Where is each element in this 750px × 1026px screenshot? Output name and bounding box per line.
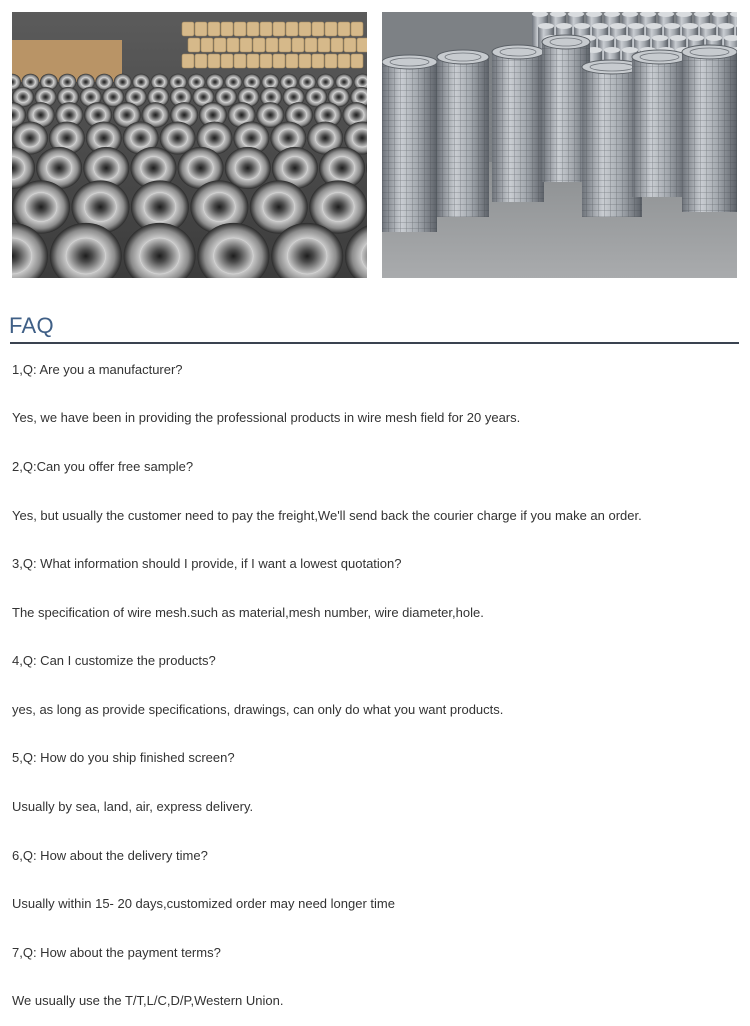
faq-answer-4: yes, as long as provide specifications, drawings, can only do what you want products.: [12, 702, 504, 717]
faq-answer-2: Yes, but usually the customer need to pay the freight,We'll send back the courier charge if you make an order.: [12, 508, 642, 523]
faq-question-4: 4,Q: Can I customize the products?: [12, 653, 216, 668]
faq-question-5: 5,Q: How do you ship finished screen?: [12, 750, 235, 765]
faq-answer-1: Yes, we have been in providing the professional products in wire mesh field for 20 years.: [12, 410, 521, 425]
wire-mesh-rolls-photo-left: [12, 12, 367, 278]
faq-question-1: 1,Q: Are you a manufacturer?: [12, 362, 183, 377]
faq-answer-7: We usually use the T/T,L/C,D/P,Western Union.: [12, 993, 284, 1008]
faq-answer-5: Usually by sea, land, air, express delivery.: [12, 799, 254, 814]
faq-question-3: 3,Q: What information should I provide, if I want a lowest quotation?: [12, 556, 402, 571]
faq-question-7: 7,Q: How about the payment terms?: [12, 945, 221, 960]
faq-question-6: 6,Q: How about the delivery time?: [12, 848, 208, 863]
faq-heading: FAQ: [9, 313, 54, 338]
wire-mesh-rolls-photo-right: [382, 12, 737, 278]
wire-mesh-rolls-upright-image: [382, 12, 737, 278]
faq-answer-3: The specification of wire mesh.such as material,mesh number, wire diameter,hole.: [12, 605, 484, 620]
faq-answer-6: Usually within 15- 20 days,customized order may need longer time: [12, 896, 395, 911]
faq-question-2: 2,Q:Can you offer free sample?: [12, 459, 194, 474]
faq-divider: [10, 342, 739, 344]
wire-mesh-rolls-ends-image: [12, 12, 367, 278]
